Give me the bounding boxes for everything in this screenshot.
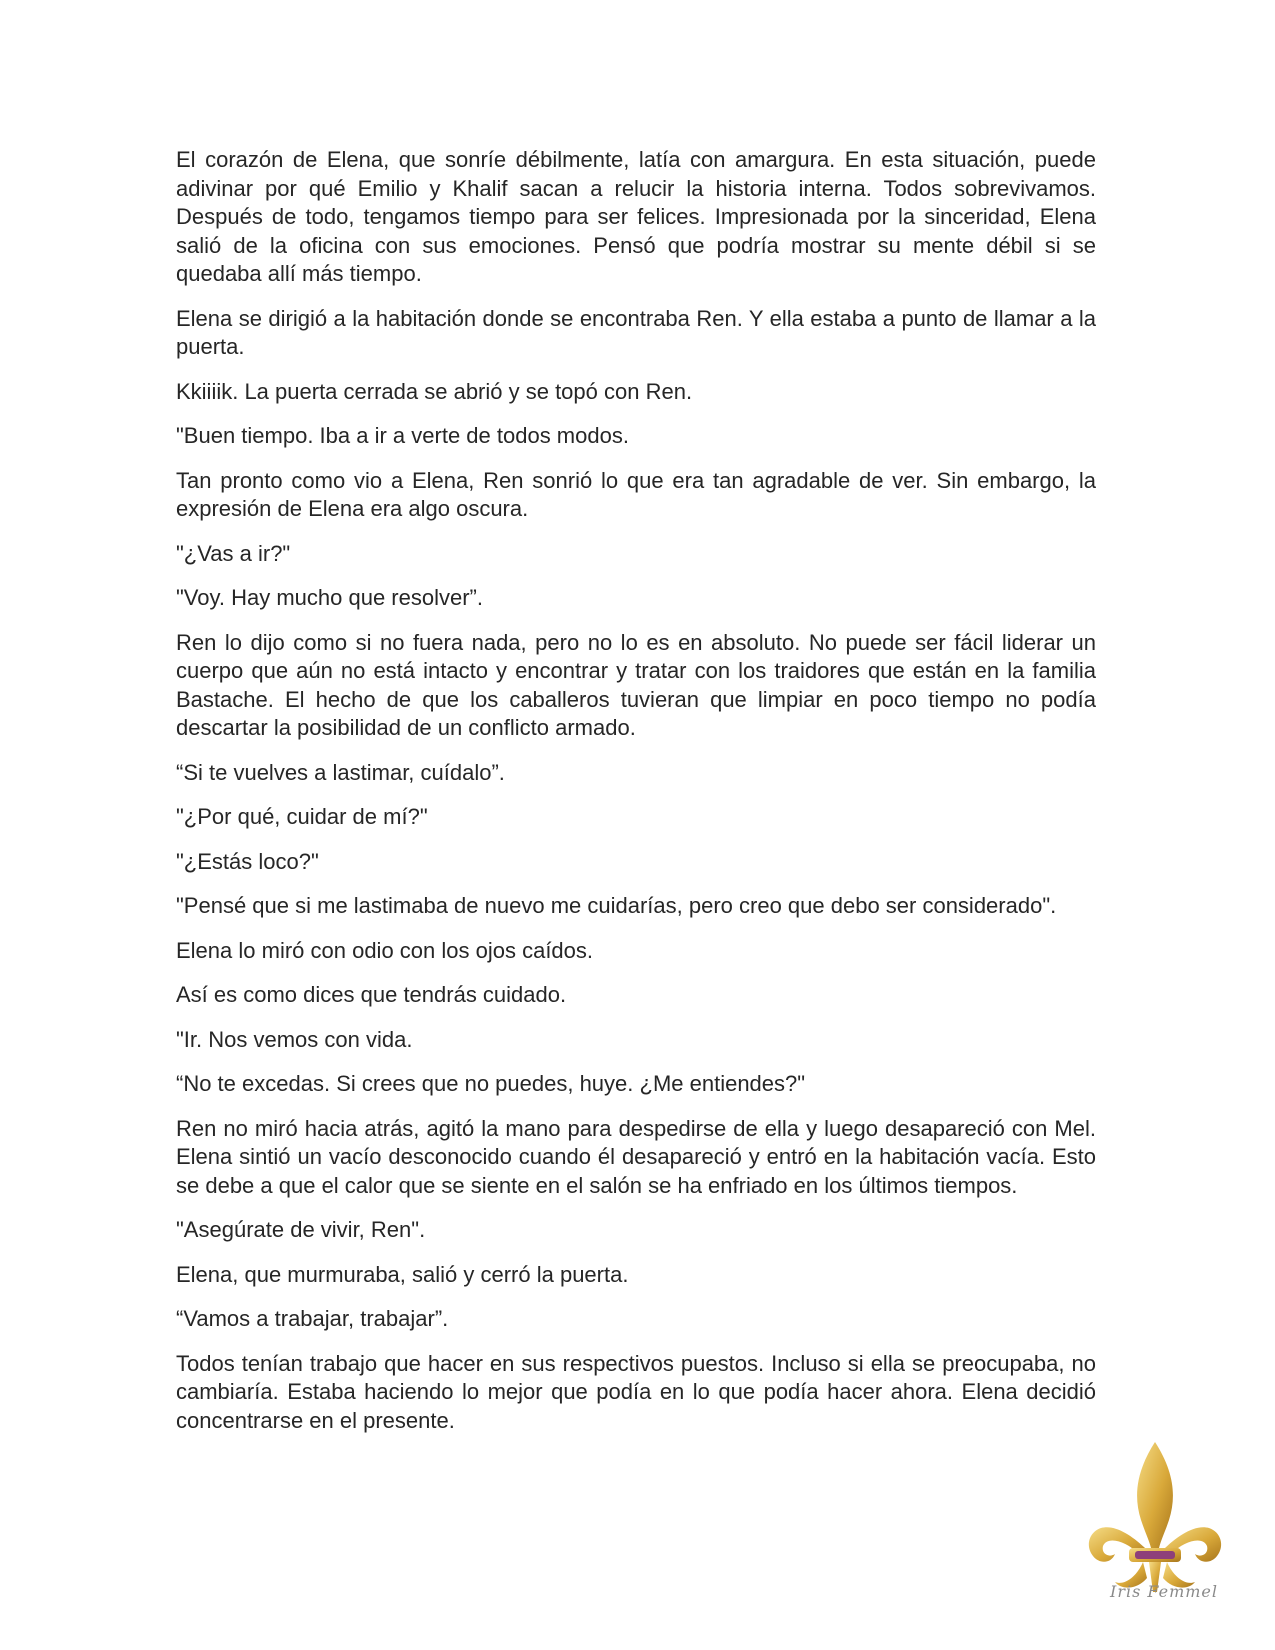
paragraph: "Pensé que si me lastimaba de nuevo me cuidarías, pero creo que debo ser considerado".: [176, 893, 1057, 918]
paragraph: Kkiiiik. La puerta cerrada se abrió y se topó con Ren.: [176, 378, 693, 404]
paragraph: “Vamos a trabajar, trabajar”.: [176, 1306, 449, 1331]
paragraph: Ren no miró hacia atrás, agitó la mano para despedirse de ella y luego desapareció con Mel. Elena sintió un vacío desconocido cuando él desapareció y entró en la habitación vacía. Esto se debe a que el calor que se siente en el salón se ha enfriado en los últimos tiempos.: [176, 1115, 1096, 1198]
paragraph: "Voy. Hay mucho que resolver”.: [176, 585, 483, 610]
paragraph: Todos tenían trabajo que hacer en sus respectivos puestos. Incluso si ella se preocupaba, no cambiaría. Estaba haciendo lo mejor que podía en lo que podía hacer ahora. Elena decidió concentrarse en el presente.: [176, 1350, 1096, 1433]
paragraph: “No te excedas. Si crees que no puedes, huye. ¿Me entiendes?": [176, 1071, 806, 1096]
paragraph: "Ir. Nos vemos con vida.: [176, 1026, 413, 1052]
paragraph: Tan pronto como vio a Elena, Ren sonrió lo que era tan agradable de ver. Sin embargo, la expresión de Elena era algo oscura.: [176, 467, 1096, 521]
paragraph: "Asegúrate de vivir, Ren".: [176, 1217, 426, 1242]
paragraph: Elena, que murmuraba, salió y cerró la puerta.: [176, 1261, 629, 1287]
document-body: [176, 146, 1096, 1451]
paragraph: "¿Estás loco?": [176, 848, 319, 874]
paragraph: Así es como dices que tendrás cuidado.: [176, 982, 567, 1007]
paragraph: "¿Por qué, cuidar de mí?": [176, 804, 428, 829]
paragraph: “Si te vuelves a lastimar, cuídalo”.: [176, 759, 505, 785]
paragraph: "¿Vas a ir?": [176, 540, 291, 566]
paragraph: Ren lo dijo como si no fuera nada, pero no lo es en absoluto. No puede ser fácil liderar un cuerpo que aún no está intacto y encontrar y tratar con los traidores que están en la familia Bastache. El hecho de que los caballeros tuvieran que limpiar en poco tiempo no podía descartar la posibilidad de un conflicto armado.: [176, 629, 1096, 740]
paragraph: "Buen tiempo. Iba a ir a verte de todos modos.: [176, 423, 629, 448]
signature: Iris Femmel: [1110, 1582, 1219, 1601]
paragraph: Elena lo miró con odio con los ojos caídos.: [176, 937, 594, 963]
paragraph: Elena se dirigió a la habitación donde se encontraba Ren. Y ella estaba a punto de llamar a la puerta.: [176, 305, 1096, 359]
paragraph: El corazón de Elena, que sonríe débilmente, latía con amargura. En esta situación, puede adivinar por qué Emilio y Khalif sacan a relucir la historia interna. Todos sobrevivamos. Después de todo, tengamos tiempo para ser felices. Impresionada por la sinceridad, Elena salió de la oficina con sus emociones. Pensó que podría mostrar su mente débil si se quedaba allí más tiempo.: [176, 147, 1096, 286]
